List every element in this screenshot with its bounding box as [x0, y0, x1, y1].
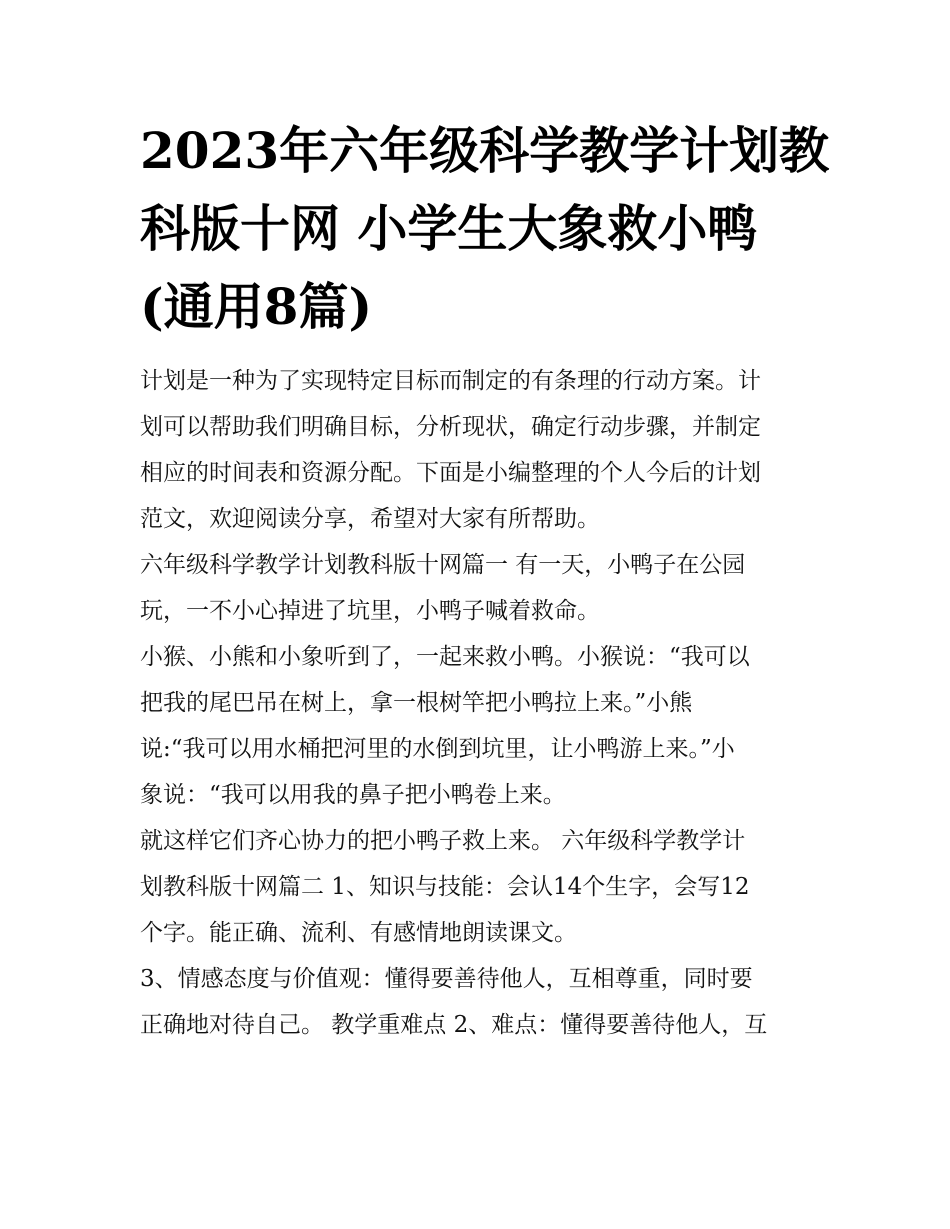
body-line: 玩，一不小心掉进了坑里，小鸭子喊着救命。 — [140, 598, 600, 624]
title-line: 科版十网 小学生大象救小鸭 — [140, 199, 758, 258]
body-line: 计划是一种为了实现特定目标而制定的有条理的行动方案。计 — [140, 368, 761, 394]
body-line: 小猴、小熊和小象听到了，一起来救小鸭。小猴说：“我可以 — [140, 644, 750, 670]
body-line: 划教科版十网篇二 1、知识与技能：会认14个生字，会写12 — [140, 874, 750, 900]
body-line: 划可以帮助我们明确目标，分析现状，确定行动步骤，并制定 — [140, 414, 761, 440]
body-line: 象说：“我可以用我的鼻子把小鸭卷上来。 — [140, 782, 566, 808]
document-body — [140, 358, 830, 1048]
body-line: 相应的时间表和资源分配。下面是小编整理的个人今后的计划 — [140, 460, 761, 486]
body-line: 个字。能正确、流利、有感情地朗读课文。 — [140, 920, 577, 946]
body-line: 3、情感态度与价值观：懂得要善待他人，互相尊重，同时要 — [140, 966, 753, 992]
body-line: 把我的尾巴吊在树上，拿一根树竿把小鸭拉上来。”小熊 — [140, 690, 693, 716]
body-line: 六年级科学教学计划教科版十网篇一 有一天，小鸭子在公园 — [140, 552, 746, 578]
document-title — [140, 112, 840, 346]
body-line: 就这样它们齐心协力的把小鸭子救上来。 六年级科学教学计 — [140, 828, 746, 854]
body-line: 范文，欢迎阅读分享，希望对大家有所帮助。 — [140, 506, 600, 532]
title-line: 2023年六年级科学教学计划教 — [140, 121, 830, 180]
body-line: 正确地对待自己。 教学重难点 2、难点：懂得要善待他人，互 — [140, 1012, 768, 1038]
title-line: (通用8篇) — [140, 277, 373, 336]
body-line: 说:“我可以用水桶把河里的水倒到坑里，让小鸭游上来。”小 — [140, 736, 735, 762]
